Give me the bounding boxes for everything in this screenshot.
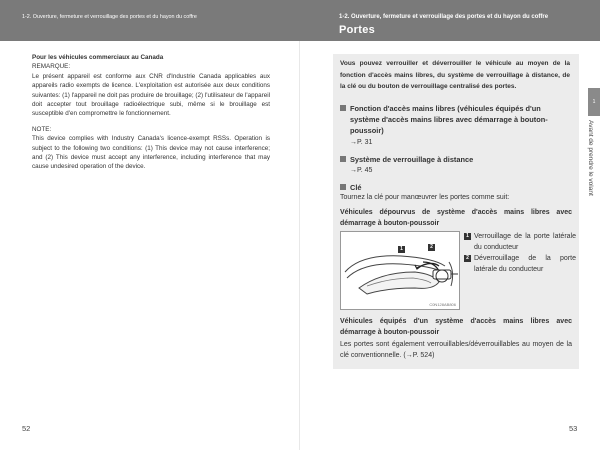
illustration-code: C0N128AB806 xyxy=(429,302,456,307)
door-handle-illustration xyxy=(340,231,460,310)
left-page-content xyxy=(32,53,270,172)
chapter-label: Avant de prendre le volant xyxy=(587,120,594,196)
section-remote-title: Système de verrouillage à distance xyxy=(350,155,474,164)
callout-1: 1 xyxy=(398,246,405,253)
left-page-header xyxy=(0,0,300,41)
page-reference-link[interactable]: →P. 31 xyxy=(350,139,373,146)
conventional-key-text: Les portes sont également verrouillables/déverrouillables au moyen de la clé conventionnelle. (→P. 524) xyxy=(340,341,572,360)
chapter-number: 1 xyxy=(592,99,596,105)
page-divider xyxy=(299,41,300,450)
subheading-with-smart-key: Véhicules équipés d'un système d'accès mains libres avec démarrage à bouton-poussoir xyxy=(340,318,572,337)
key-instruction: Tournez la clé pour manœuvrer les portes comme suit: xyxy=(340,194,510,201)
left-header-section: 1-2. Ouverture, fermeture et verrouillage des portes et du hayon du coffre xyxy=(22,14,197,20)
legend-text-1: Verrouillage de la porte latérale du conducteur xyxy=(474,233,576,251)
legend-text-2: Déverrouillage de la porte latérale du conducteur xyxy=(474,255,576,273)
right-page-header xyxy=(300,0,600,41)
remark-text: Le présent appareil est conforme aux CNR d'Industrie Canada applicables aux appareils radio exempts de licence. L'exploitation est autorisée aux deux conditions suivantes: (1) l'appareil ne doit pas produire de brouillage; (2) l'utilisateur de l'appareil doit accepter tout brouillage radioélectrique subi, même si le brouillage est susceptible d'en compromettre le fonctionnement. xyxy=(32,72,270,118)
remark-label: REMARQUE: xyxy=(32,63,71,71)
section-hands-free-line2: système d'accès mains libres avec démarrage à bouton-poussoir) xyxy=(350,115,548,136)
callout-2: 2 xyxy=(428,244,435,251)
square-bullet-icon xyxy=(340,156,346,162)
legend-number-2: 2 xyxy=(464,255,471,262)
section-hands-free-line1: Fonction d'accès mains libres (véhicules équipés d'un xyxy=(350,104,541,113)
page-title: Portes xyxy=(339,24,376,36)
chapter-tab xyxy=(588,88,600,116)
legend-item-2 xyxy=(464,253,576,275)
page-number-left: 52 xyxy=(22,424,31,433)
square-bullet-icon xyxy=(340,105,346,111)
canada-heading: Pour les véhicules commerciaux au Canada xyxy=(32,54,164,61)
section-heading-remote xyxy=(340,154,572,165)
right-header-section: 1-2. Ouverture, fermeture et verrouillage des portes et du hayon du coffre xyxy=(339,14,549,20)
page-reference-link[interactable]: →P. 45 xyxy=(350,167,373,174)
section-key-title: Clé xyxy=(350,183,362,192)
square-bullet-icon xyxy=(340,184,346,190)
page-number-right: 53 xyxy=(569,424,578,433)
subheading-without-smart-key: Véhicules dépourvus de système d'accès mains libres avec démarrage à bouton-poussoir xyxy=(340,209,572,228)
legend-number-1: 1 xyxy=(464,233,471,240)
intro-text: Vous pouvez verrouiller et déverrouiller le véhicule au moyen de la fonction d'accès mains libres, du système de verrouillage à distance, de la clé ou du bouton de verrouillage centralisé des portes. xyxy=(340,60,570,91)
section-heading-hands-free xyxy=(340,103,572,137)
legend-item-1 xyxy=(464,231,576,253)
door-handle-key-drawing xyxy=(341,232,459,309)
note-text: This device complies with Industry Canada's licence-exempt RSSs. Operation is subject to the following two conditions: (1) This device may not cause interference; and (2) This device must accept any interference, including interference that may cause undesired operation of the device. xyxy=(32,135,270,171)
note-label: NOTE: xyxy=(32,125,52,133)
chapter-side-label xyxy=(585,120,599,210)
